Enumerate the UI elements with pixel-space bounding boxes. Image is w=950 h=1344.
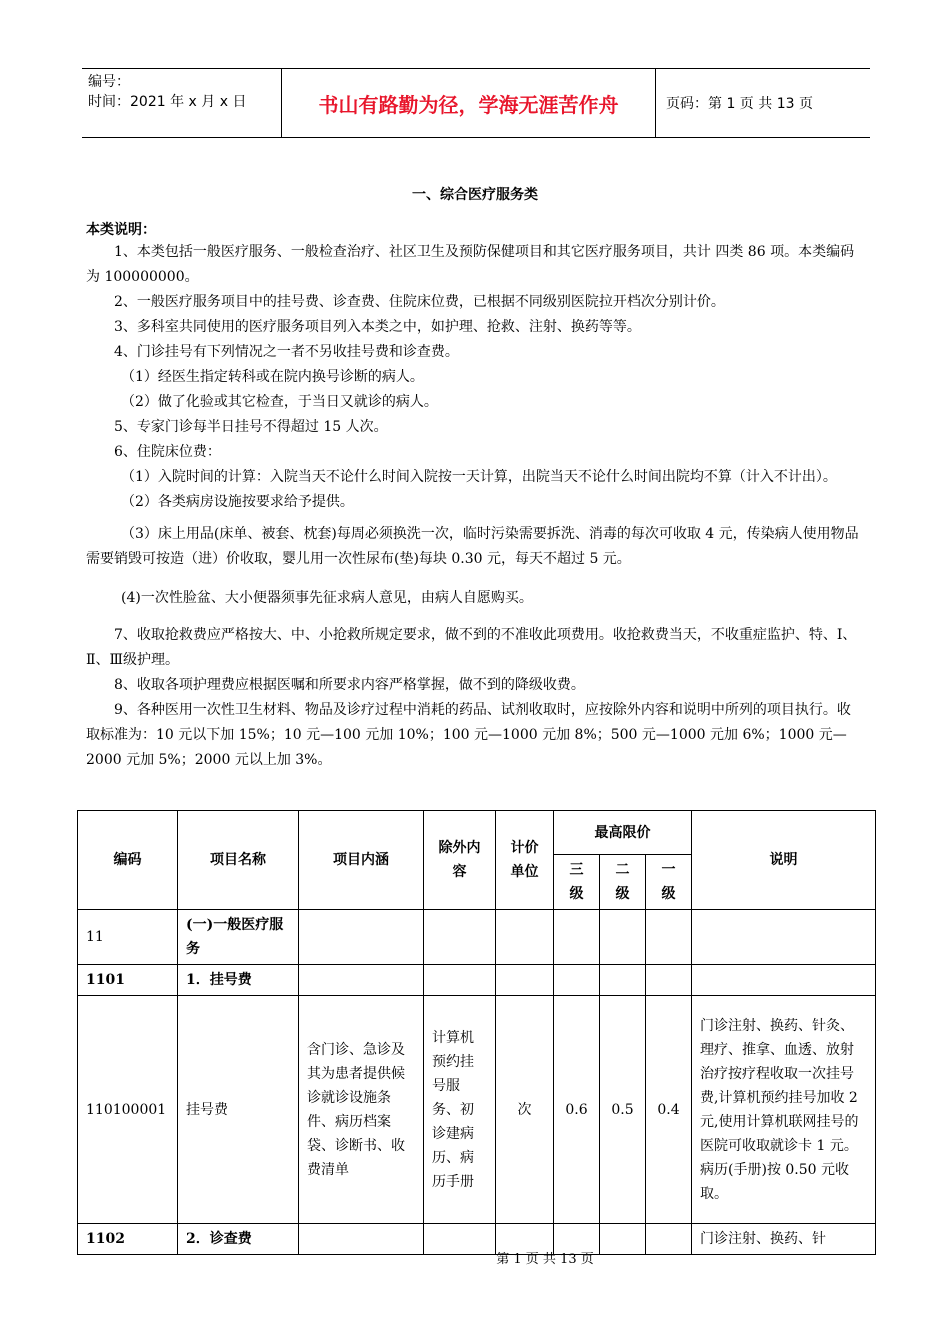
note-item: 9、各种医用一次性卫生材料、物品及诊疗过程中消耗的药品、试剂收取时，应按除外内容和说明中所列的项目执行。收取标准为：10 元以下加 15%；10 元—100 元加 10%；100 元—1000 元加 8%；500 元—1000 元加 6%；1000 元—2000 元加 5%；2000 元以上加 3%。 bbox=[86, 702, 851, 768]
header-code: 编码 bbox=[78, 811, 178, 910]
note-item: 4、门诊挂号有下列情况之一者不另收挂号费和诊查费。 bbox=[114, 344, 459, 360]
notes-heading: 本类说明： bbox=[86, 222, 156, 238]
note-item: （1）经医生指定转科或在院内换号诊断的病人。 bbox=[121, 369, 424, 385]
note-item: （1）入院时间的计算：入院当天不论什么时间入院按一天计算，出院当天不论什么时间出院均不算（计入不计出）。 bbox=[121, 469, 837, 485]
note-item: 7、收取抢救费应严格按大、中、小抢救所规定要求，做不到的不准收此项费用。收抢救费当天，不收重症监护、特、Ⅰ、Ⅱ、Ⅲ级护理。 bbox=[86, 627, 857, 668]
table-row bbox=[78, 965, 876, 996]
cell-name: 1．挂号费 bbox=[178, 965, 299, 996]
note-item: 2、一般医疗服务项目中的挂号费、诊查费、住院床位费，已根据不同级别医院拉开档次分别计价。 bbox=[114, 294, 725, 310]
header-motto: 书山有路勤为径，学海无涯苦作舟 bbox=[282, 69, 656, 137]
header-notes: 说明 bbox=[692, 811, 876, 910]
cell-exclusion: 计算机预约挂号服务、初诊建病历、病历手册 bbox=[424, 996, 496, 1224]
header-date: 时间：2021 年 x 月 x 日 bbox=[88, 94, 247, 110]
cell-code: 11 bbox=[78, 910, 178, 965]
header-level2: 二级 bbox=[600, 855, 646, 910]
note-item: （3）床上用品(床单、被套、枕套)每周必须换洗一次，临时污染需要拆洗、消毒的每次可收取 4 元，传染病人使用物品需要销毁可按造（进）价收取，婴儿用一次性尿布(垫)每块 0.30 元，每天不超过 5 元。 bbox=[86, 526, 859, 567]
category-notes bbox=[86, 220, 861, 773]
header-unit: 计价单位 bbox=[496, 811, 554, 910]
table-row bbox=[78, 996, 876, 1224]
note-item: 8、收取各项护理费应根据医嘱和所要求内容严格掌握，做不到的降级收费。 bbox=[114, 677, 585, 693]
document-header bbox=[82, 68, 870, 138]
cell-level2: 0.5 bbox=[600, 996, 646, 1224]
header-level1: 一级 bbox=[646, 855, 692, 910]
page-footer: 第 1 页 共 13 页 bbox=[496, 1252, 594, 1267]
cell-name: (一)一般医疗服务 bbox=[178, 910, 299, 965]
cell-name: 挂号费 bbox=[178, 996, 299, 1224]
cell-code: 110100001 bbox=[78, 996, 178, 1224]
header-meta bbox=[82, 69, 282, 137]
cell-name: 2．诊查费 bbox=[178, 1224, 299, 1255]
note-item: 5、专家门诊每半日挂号不得超过 15 人次。 bbox=[114, 419, 388, 435]
note-item: 1、本类包括一般医疗服务、一般检查治疗、社区卫生及预防保健项目和其它医疗服务项目，共计 四类 86 项。本类编码为 100000000。 bbox=[86, 244, 855, 285]
header-exclusion: 除外内容 bbox=[424, 811, 496, 910]
note-item: (4)一次性脸盆、大小便器须事先征求病人意见，由病人自愿购买。 bbox=[121, 590, 533, 606]
header-page-number: 页码：第 1 页 共 13 页 bbox=[666, 96, 813, 112]
cell-unit: 次 bbox=[496, 996, 554, 1224]
table-row bbox=[78, 910, 876, 965]
note-item: （2）各类病房设施按要求给予提供。 bbox=[121, 494, 354, 510]
header-level3: 三级 bbox=[554, 855, 600, 910]
header-max-price: 最高限价 bbox=[554, 811, 692, 855]
cell-code: 1101 bbox=[78, 965, 178, 996]
fee-table bbox=[77, 810, 876, 1255]
cell-content: 含门诊、急诊及其为患者提供候诊就诊设施条件、病历档案袋、诊断书、收费清单 bbox=[299, 996, 424, 1224]
note-item: 6、住院床位费： bbox=[114, 444, 221, 460]
cell-notes: 门诊注射、换药、针 bbox=[692, 1224, 876, 1255]
header-content: 项目内涵 bbox=[299, 811, 424, 910]
note-item: 3、多科室共同使用的医疗服务项目列入本类之中，如护理、抢救、注射、换药等等。 bbox=[114, 319, 641, 335]
cell-notes: 门诊注射、换药、针灸、理疗、推拿、血透、放射治疗按疗程收取一次挂号费,计算机预约挂号加收 2 元,使用计算机联网挂号的医院可收取就诊卡 1 元。病历(手册)按 0.50 元收取。 bbox=[692, 996, 876, 1224]
table-header-row bbox=[78, 811, 876, 855]
note-item: （2）做了化验或其它检查，于当日又就诊的病人。 bbox=[121, 394, 438, 410]
cell-level1: 0.4 bbox=[646, 996, 692, 1224]
cell-level3: 0.6 bbox=[554, 996, 600, 1224]
section-title: 一、综合医疗服务类 bbox=[412, 187, 538, 203]
header-name: 项目名称 bbox=[178, 811, 299, 910]
cell-code: 1102 bbox=[78, 1224, 178, 1255]
header-number: 编号： bbox=[88, 74, 130, 90]
